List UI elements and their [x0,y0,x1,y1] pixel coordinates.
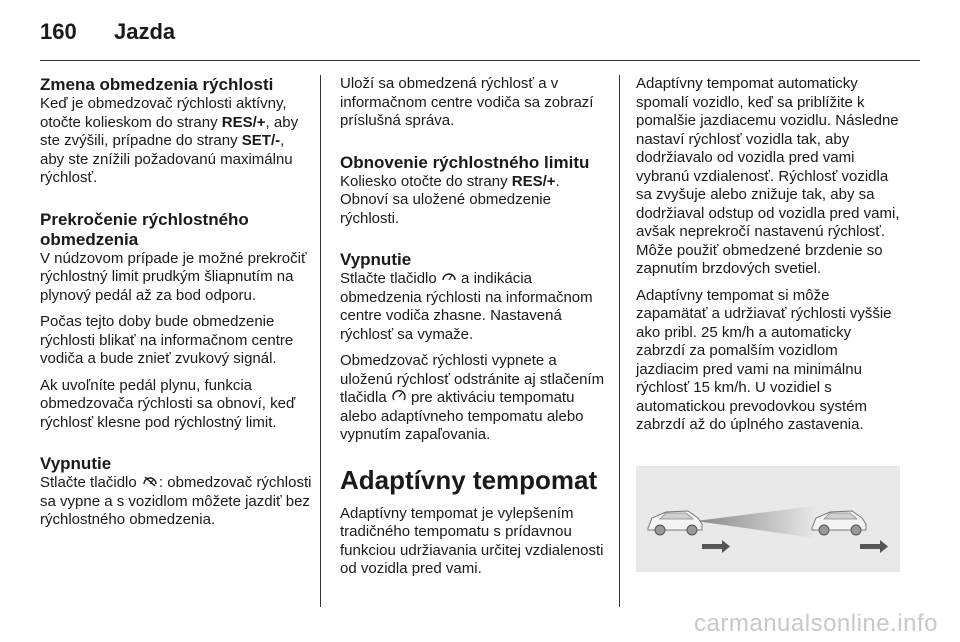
paragraph: Počas tejto doby bude obmedzenie rýchlosti blikať na informačnom centre vodiča a bude znieť zvukový signál. [40,313,294,367]
text: Obmedzovač rýchlosti vypnete a uloženú rýchlosť odstránite aj stlačením tlačidla [340,352,605,406]
speed-limiter-off-icon [141,474,159,493]
paragraph [40,474,312,530]
column-1 [40,75,312,538]
adaptive-cruise-illustration [636,466,900,572]
header-rule [40,60,920,61]
heading-switch-off: Vypnutie [40,454,112,473]
vehicle-ahead [812,511,866,535]
paragraph: Ak uvoľníte pedál plynu, funkcia obmedzovača rýchlosti sa obnoví, keď rýchlosť klesne pod rýchlostný limit. [40,376,296,431]
text: , aby ste zvýšili, prípadne do strany [40,113,299,149]
paragraph [340,352,612,445]
page-header [40,15,920,49]
paragraph [340,173,612,229]
text: Koliesko otočte do strany [340,172,512,190]
text: : obmedzovač rýchlosti sa vypne a s vozidlom môžete jazdiť bez rýchlostného obmedzenia. [40,474,312,528]
cruise-control-icon [391,389,407,408]
text: Keď je obmedzovač rýchlosti aktívny, otočte kolieskom do strany [40,95,287,131]
paragraph: Adaptívny tempomat automaticky spomalí vozidlo, keď sa priblížite k pomalšie jazdiacemu vozidlu. Následne nastaví rýchlosť vozidla tak, aby dodržiavalo od vozidla pred vami vybranú vzdialenosť. Rýchlosť vozidla sa zvyšuje alebo znižuje tak, aby sa dodržiaval odstup od vozidla pred vami, avšak neprekročí nastavenú rýchlosť. Môže použiť obmedzené brzdenie so zapnutím brzdových svetiel. [636,75,900,277]
res-label: RES/+ [511,172,556,190]
column-divider-1 [320,75,321,607]
paragraph: Uloží sa obmedzená rýchlosť a v informačnom centre vodiča sa zobrazí príslušná správa. [340,75,594,129]
speed-limiter-icon [441,270,457,289]
text: . Obnoví sa uložené obmedzenie rýchlosti. [340,172,560,227]
column-3 [636,75,902,443]
heading-adaptive-cruise: Adaptívny tempomat [340,464,598,495]
text: , aby ste znížili požadovanú maximálnu rýchlosť. [40,132,293,186]
res-label: RES/+ [221,113,266,131]
text: a indikácia obmedzenia rýchlosti na informačnom centre vodiča zhasne. Nastavená rýchlosť sa vymaže. [340,270,593,343]
column-2 [340,75,612,587]
text: Stlačte tlačidlo [40,474,141,491]
column-divider-2 [619,75,620,607]
chapter-title: Jazda [114,19,176,44]
direction-arrow-1 [702,540,730,553]
illustration-graphic [636,466,900,572]
heading-exceed-limit: Prekročenie rýchlostného obmedzenia [40,209,249,249]
direction-arrow-2 [860,540,888,553]
paragraph [40,95,312,188]
radar-beam [696,506,814,538]
page-number: 160 [40,19,77,44]
text: Stlačte tlačidlo [340,270,441,287]
heading-change-limit: Zmena obmedzenia rýchlosti [40,75,274,94]
text: pre aktiváciu tempomatu alebo adaptívneho tempomatu alebo vypnutím zapaľovania. [340,389,584,443]
paragraph: Adaptívny tempomat si môže zapamätať a udržiavať rýchlosti vyššie ako pribl. 25 km/h a automaticky zabrzdí za pomalším vozidlom jazdiacim pred vami na minimálnu rýchlosť 15 km/h. U vozidiel s automatickou prevodovkou systém zabrzdí až do úplného zastavenia. [636,286,892,433]
paragraph: Adaptívny tempomat je vylepšením tradičného tempomatu s prídavnou funkciou udržiavania určitej vzdialenosti od vozidla pred vami. [340,504,604,577]
paragraph [340,270,612,344]
own-vehicle [648,511,702,535]
heading-switch-off: Vypnutie [340,250,412,269]
heading-resume-limit: Obnovenie rýchlostného limitu [340,152,590,172]
paragraph: V núdzovom prípade je možné prekročiť rýchlostný limit prudkým šliapnutím na plynový pedál až za bod odporu. [40,249,307,304]
set-label: SET/- [241,132,281,149]
watermark: carmanualsonline.info [694,610,938,637]
